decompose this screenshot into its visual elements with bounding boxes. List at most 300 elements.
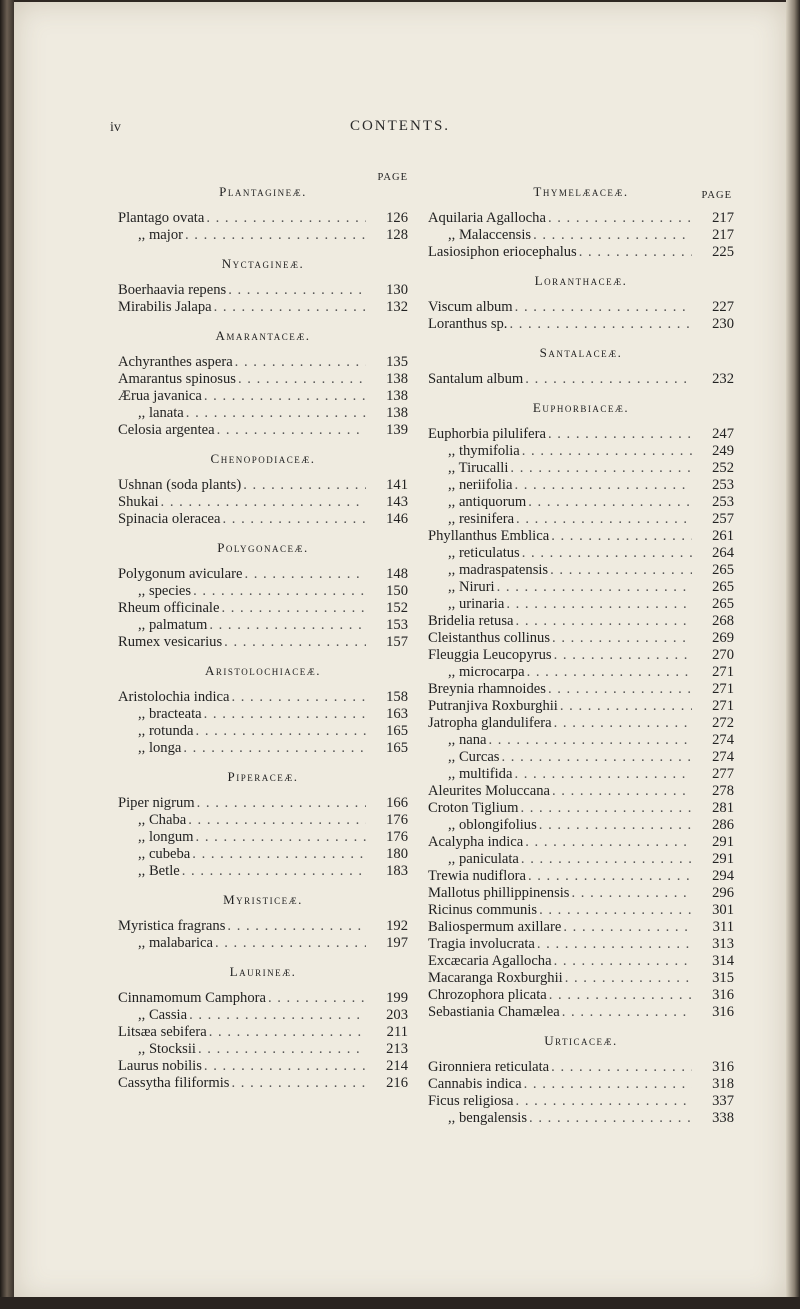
section-heading: Nyctagineæ. — [221, 256, 305, 271]
entry-name: ,, species — [138, 583, 192, 599]
entry-name: Tragia involucrata — [428, 936, 535, 952]
toc-entry — [428, 783, 734, 800]
leader-dots — [188, 812, 366, 829]
entry-name: Cleistanthus collinus — [428, 630, 551, 646]
book-binding-left — [0, 0, 14, 1309]
entry-page: 135 — [386, 354, 408, 370]
entry-name: Phyllanthus Emblica — [428, 528, 550, 544]
leader-dots — [560, 698, 692, 715]
toc-entry — [118, 634, 408, 651]
entry-page: 257 — [712, 511, 734, 527]
entry-name: Aleurites Moluccana — [428, 783, 550, 799]
toc-section — [428, 1033, 734, 1127]
entry-page: 252 — [712, 460, 734, 476]
entry-page: 217 — [712, 210, 734, 226]
toc-entry — [428, 1076, 734, 1093]
toc-entry — [428, 1093, 734, 1110]
leader-dots — [214, 299, 366, 316]
toc-section — [118, 184, 408, 244]
leader-dots — [571, 885, 692, 902]
entry-page: 203 — [386, 1007, 408, 1023]
toc-entry — [118, 689, 408, 706]
entry-name: ,, Curcas — [448, 749, 500, 765]
entry-page: 274 — [712, 732, 734, 748]
leader-dots — [231, 689, 366, 706]
leader-dots — [554, 647, 692, 664]
entry-name: ,, paniculata — [448, 851, 519, 867]
toc-entry — [118, 846, 408, 863]
entry-page: 199 — [386, 990, 408, 1006]
toc-entry — [118, 282, 408, 299]
entry-page: 314 — [712, 953, 734, 969]
toc-entry — [428, 885, 734, 902]
leader-dots — [204, 706, 366, 723]
leader-dots — [551, 1059, 692, 1076]
entry-name: ,, oblongifolius — [448, 817, 537, 833]
leader-dots — [182, 863, 366, 880]
entry-name: ,, longum — [138, 829, 194, 845]
entry-name: Ricinus communis — [428, 902, 538, 918]
entry-page: 269 — [712, 630, 734, 646]
entry-page: 265 — [712, 596, 734, 612]
entry-page: 232 — [712, 371, 734, 387]
leader-dots — [161, 494, 366, 511]
entry-page: 270 — [712, 647, 734, 663]
entry-page: 141 — [386, 477, 408, 493]
book-binding-right — [786, 0, 800, 1309]
toc-entry — [428, 834, 734, 851]
toc-section — [118, 540, 408, 651]
toc-entry — [428, 1004, 734, 1021]
entry-page: 316 — [712, 1059, 734, 1075]
leader-dots — [489, 732, 693, 749]
toc-entry — [428, 613, 734, 630]
leader-dots — [224, 634, 366, 651]
entry-page: 163 — [386, 706, 408, 722]
toc-entry — [428, 460, 734, 477]
leader-dots — [522, 443, 692, 460]
entry-page: 301 — [712, 902, 734, 918]
entry-name: Laurus nobilis — [118, 1058, 202, 1074]
toc-entry — [118, 829, 408, 846]
leader-dots — [215, 935, 366, 952]
entry-page: 274 — [712, 749, 734, 765]
toc-entry — [428, 477, 734, 494]
leader-dots — [548, 210, 692, 227]
leader-dots — [521, 851, 692, 868]
leader-dots — [506, 596, 692, 613]
entry-name: ,, Malaccensis — [448, 227, 532, 243]
leader-dots — [510, 460, 692, 477]
entry-page: 291 — [712, 851, 734, 867]
leader-dots — [509, 316, 692, 333]
page-column-label: PAGE — [377, 172, 408, 183]
entry-page: 265 — [712, 562, 734, 578]
toc-entry — [428, 545, 734, 562]
entry-page: 253 — [712, 477, 734, 493]
toc-entry — [428, 800, 734, 817]
toc-entry — [428, 596, 734, 613]
leader-dots — [563, 919, 692, 936]
entry-page: 265 — [712, 579, 734, 595]
leader-dots — [528, 868, 692, 885]
section-heading: Plantagineæ. — [219, 184, 307, 199]
entry-page: 148 — [386, 566, 408, 582]
page-column-label: PAGE — [701, 190, 732, 201]
toc-entry — [118, 299, 408, 316]
entry-name: Jatropha glandulifera — [428, 715, 552, 731]
toc-entry — [118, 388, 408, 405]
toc-entry — [428, 766, 734, 783]
entry-name: Aristolochia indica — [118, 689, 230, 705]
toc-section — [118, 892, 408, 952]
entry-name: ,, madraspatensis — [448, 562, 549, 578]
entry-page: 316 — [712, 987, 734, 1003]
leader-dots — [527, 664, 692, 681]
entry-name: ,, antiquorum — [448, 494, 527, 510]
leader-dots — [231, 1075, 366, 1092]
toc-entry — [428, 244, 734, 261]
leader-dots — [533, 227, 692, 244]
entry-page: 227 — [712, 299, 734, 315]
entry-page: 143 — [386, 494, 408, 510]
toc-entry — [428, 511, 734, 528]
leader-dots — [183, 740, 366, 757]
entry-name: ,, malabarica — [138, 935, 213, 951]
toc-entry — [428, 817, 734, 834]
leader-dots — [549, 987, 692, 1004]
toc-section — [428, 273, 734, 333]
toc-entry — [428, 1059, 734, 1076]
toc-section — [118, 451, 408, 528]
toc-entry — [428, 647, 734, 664]
scan-bottom-edge — [0, 1297, 800, 1309]
leader-dots — [562, 1004, 692, 1021]
entry-name: Rumex vesicarius — [118, 634, 223, 650]
toc-entry — [118, 795, 408, 812]
entry-name: Euphorbia pilulifera — [428, 426, 546, 442]
entry-page: 264 — [712, 545, 734, 561]
leader-dots — [497, 579, 692, 596]
toc-entry — [118, 477, 408, 494]
section-heading: Polygonaceæ. — [217, 540, 309, 555]
entry-page: 253 — [712, 494, 734, 510]
leader-dots — [537, 936, 692, 953]
entry-page: 278 — [712, 783, 734, 799]
entry-name: Fleuggia Leucopyrus — [428, 647, 552, 663]
entry-name: Bridelia retusa — [428, 613, 514, 629]
toc-entry — [428, 443, 734, 460]
right-sections — [428, 184, 734, 1127]
entry-page: 271 — [712, 681, 734, 697]
entry-name: ,, Tirucalli — [448, 460, 509, 476]
leader-dots — [550, 562, 692, 579]
leader-dots — [548, 426, 692, 443]
toc-entry — [428, 902, 734, 919]
toc-entry — [428, 316, 734, 333]
entry-page: 316 — [712, 1004, 734, 1020]
entry-name: Myristica fragrans — [118, 918, 226, 934]
entry-page: 214 — [386, 1058, 408, 1074]
entry-page: 176 — [386, 829, 408, 845]
section-heading: Santalaceæ. — [539, 345, 623, 360]
leader-dots — [198, 1041, 366, 1058]
entry-name: ,, Niruri — [448, 579, 495, 595]
section-heading: Urticaceæ. — [544, 1033, 618, 1048]
leader-dots — [221, 600, 366, 617]
toc-entry — [118, 583, 408, 600]
entry-name: Boerhaavia repens — [118, 282, 227, 298]
entry-page: 139 — [386, 422, 408, 438]
leader-dots — [204, 388, 366, 405]
leader-dots — [539, 902, 692, 919]
entry-name: Litsæa sebifera — [118, 1024, 207, 1040]
leader-dots — [516, 511, 692, 528]
leader-dots — [217, 422, 366, 439]
entry-page: 128 — [386, 227, 408, 243]
entry-name: Achyranthes aspera — [118, 354, 233, 370]
entry-name: ,, microcarpa — [448, 664, 525, 680]
entry-page: 130 — [386, 282, 408, 298]
entry-page: 261 — [712, 528, 734, 544]
toc-entry — [428, 494, 734, 511]
entry-name: Excæcaria Agallocha — [428, 953, 552, 969]
entry-name: Plantago ovata — [118, 210, 205, 226]
running-title: CONTENTS. — [349, 118, 451, 134]
leader-dots — [516, 613, 692, 630]
entry-name: ,, multifida — [448, 766, 513, 782]
right-column — [428, 172, 734, 1127]
entry-page: 216 — [386, 1075, 408, 1091]
entry-name: Shukai — [118, 494, 159, 510]
entry-name: ,, thymifolia — [448, 443, 520, 459]
toc-entry — [428, 851, 734, 868]
entry-page: 165 — [386, 740, 408, 756]
toc-entry — [118, 723, 408, 740]
entry-name: ,, neriifolia — [448, 477, 513, 493]
entry-page: 166 — [386, 795, 408, 811]
toc-entry — [118, 812, 408, 829]
toc-entry — [428, 528, 734, 545]
entry-page: 138 — [386, 371, 408, 387]
leader-dots — [185, 227, 366, 244]
entry-page: 153 — [386, 617, 408, 633]
entry-page: 192 — [386, 918, 408, 934]
section-heading: Euphorbiaceæ. — [532, 400, 630, 415]
entry-page: 138 — [386, 388, 408, 404]
entry-name: ,, reticulatus — [448, 545, 520, 561]
entry-page: 183 — [386, 863, 408, 879]
entry-page: 197 — [386, 935, 408, 951]
toc-entry — [118, 566, 408, 583]
leader-dots — [268, 990, 366, 1007]
toc-entry — [428, 715, 734, 732]
entry-page: 165 — [386, 723, 408, 739]
toc-entry — [428, 970, 734, 987]
section-heading: Myristiceæ. — [223, 892, 303, 907]
entry-page: 152 — [386, 600, 408, 616]
section-heading: Chenopodiaceæ. — [210, 451, 316, 466]
entry-name: Viscum album — [428, 299, 513, 315]
entry-page: 211 — [386, 1024, 408, 1040]
leader-dots — [565, 970, 692, 987]
entry-name: Baliospermum axillare — [428, 919, 562, 935]
toc-entry — [118, 1024, 408, 1041]
leader-dots — [522, 545, 692, 562]
toc-entry — [118, 494, 408, 511]
toc-entry — [118, 990, 408, 1007]
entry-name: Mallotus phillippinensis — [428, 885, 570, 901]
entry-page: 296 — [712, 885, 734, 901]
leader-dots — [528, 494, 692, 511]
entry-name: Celosia argentea — [118, 422, 215, 438]
leader-dots — [223, 511, 367, 528]
leader-dots — [539, 817, 692, 834]
entry-name: Rheum officinale — [118, 600, 220, 616]
entry-page: 180 — [386, 846, 408, 862]
entry-page: 138 — [386, 405, 408, 421]
entry-name: Putranjiva Roxburghii — [428, 698, 558, 714]
toc-entry — [118, 600, 408, 617]
entry-name: Ushnan (soda plants) — [118, 477, 242, 493]
leader-dots — [552, 783, 692, 800]
entry-page: 213 — [386, 1041, 408, 1057]
toc-entry — [428, 732, 734, 749]
section-heading: Loranthaceæ. — [534, 273, 628, 288]
section-heading: Laurineæ. — [229, 964, 297, 979]
entry-name: ,, cubeba — [138, 846, 191, 862]
toc-entry — [428, 698, 734, 715]
entry-name: Ærua javanica — [118, 388, 202, 404]
leader-dots — [501, 749, 692, 766]
leader-dots — [196, 723, 366, 740]
entry-page: 249 — [712, 443, 734, 459]
leader-dots — [197, 795, 366, 812]
leader-dots — [525, 371, 692, 388]
section-heading: Amarantaceæ. — [215, 328, 311, 343]
leader-dots — [209, 617, 366, 634]
entry-page: 311 — [712, 919, 734, 935]
entry-name: Cinnamomum Camphora — [118, 990, 266, 1006]
leader-dots — [243, 477, 366, 494]
toc-entry — [428, 987, 734, 1004]
entry-page: 318 — [712, 1076, 734, 1092]
leader-dots — [554, 715, 692, 732]
leader-dots — [244, 566, 366, 583]
toc-entry — [118, 918, 408, 935]
entry-page: 176 — [386, 812, 408, 828]
entry-name: Breynia rhamnoides — [428, 681, 546, 697]
entry-name: ,, Betle — [138, 863, 180, 879]
entry-name: ,, resinifera — [448, 511, 515, 527]
toc-entry — [118, 210, 408, 227]
leader-dots — [514, 766, 692, 783]
entry-page: 146 — [386, 511, 408, 527]
entry-page: 150 — [386, 583, 408, 599]
entry-name: Sebastiania Chamælea — [428, 1004, 560, 1020]
leader-dots — [579, 244, 692, 261]
entry-page: 126 — [386, 210, 408, 226]
entry-page: 337 — [712, 1093, 734, 1109]
entry-name: ,, Stocksii — [138, 1041, 196, 1057]
entry-name: ,, urinaria — [448, 596, 505, 612]
entry-page: 281 — [712, 800, 734, 816]
entry-page: 268 — [712, 613, 734, 629]
leader-dots — [551, 528, 692, 545]
toc-section — [118, 256, 408, 316]
entry-page: 277 — [712, 766, 734, 782]
toc-entry — [428, 426, 734, 443]
toc-entry — [118, 1007, 408, 1024]
section-heading: Thymelæaceæ. — [533, 184, 629, 199]
toc-section — [428, 400, 734, 1021]
toc-entry — [118, 740, 408, 757]
section-heading: Piperaceæ. — [227, 769, 299, 784]
leader-dots — [206, 210, 366, 227]
toc-entry — [118, 354, 408, 371]
toc-entry — [428, 371, 734, 388]
entry-name: Piper nigrum — [118, 795, 195, 811]
toc-entry — [118, 706, 408, 723]
entry-name: Croton Tiglium — [428, 800, 519, 816]
left-sections — [118, 184, 408, 1092]
entry-name: ,, Cassia — [138, 1007, 188, 1023]
leader-dots — [516, 1093, 692, 1110]
entry-name: ,, Chaba — [138, 812, 187, 828]
entry-page: 294 — [712, 868, 734, 884]
entry-page: 225 — [712, 244, 734, 260]
toc-entry — [428, 579, 734, 596]
leader-dots — [196, 829, 366, 846]
toc-entry — [428, 868, 734, 885]
toc-entry — [118, 1041, 408, 1058]
entry-page: 338 — [712, 1110, 734, 1126]
toc-entry — [428, 299, 734, 316]
entry-name: ,, nana — [448, 732, 487, 748]
toc-section — [118, 964, 408, 1092]
entry-page: 271 — [712, 698, 734, 714]
leader-dots — [192, 846, 366, 863]
entry-name: Gironniera reticulata — [428, 1059, 550, 1075]
leader-dots — [204, 1058, 366, 1075]
leader-dots — [193, 583, 366, 600]
toc-entry — [428, 919, 734, 936]
entry-name: ,, bengalensis — [448, 1110, 528, 1126]
leader-dots — [520, 800, 692, 817]
entry-name: Lasiosiphon eriocephalus — [428, 244, 577, 260]
toc-section — [428, 184, 734, 261]
leader-dots — [238, 371, 366, 388]
entry-page: 271 — [712, 664, 734, 680]
leader-dots — [227, 918, 366, 935]
leader-dots — [525, 834, 692, 851]
toc-section — [428, 345, 734, 388]
leader-dots — [554, 953, 692, 970]
leader-dots — [209, 1024, 366, 1041]
toc-entry — [118, 1058, 408, 1075]
leader-dots — [552, 630, 692, 647]
page-number: iv — [110, 120, 121, 135]
entry-name: Santalum album — [428, 371, 524, 387]
toc-entry — [428, 562, 734, 579]
entry-page: 230 — [712, 316, 734, 332]
entry-name: ,, lanata — [138, 405, 184, 421]
entry-name: Trewia nudiflora — [428, 868, 526, 884]
toc-entry — [118, 422, 408, 439]
entry-page: 132 — [386, 299, 408, 315]
leader-dots — [529, 1110, 692, 1127]
toc-entry — [428, 210, 734, 227]
